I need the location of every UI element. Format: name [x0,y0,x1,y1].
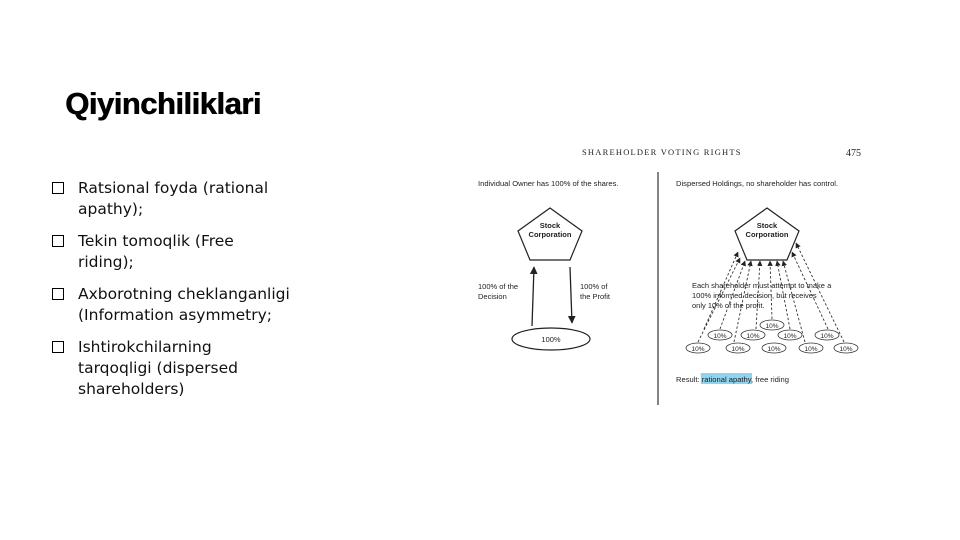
shareholder-group [686,320,858,353]
shareholder-percent: 10% [783,333,797,340]
shareholder-percent: 10% [767,346,781,353]
shareholder-percent: 10% [765,323,779,330]
shareholder-percent: 10% [713,333,727,340]
left-panel-caption: Individual Owner has 100% of the shares. [478,179,619,188]
checkbox-bullet-icon [52,235,64,247]
bullet-item [50,337,290,400]
shareholder-percent: 10% [839,346,853,353]
right-corp-line2: Corporation [745,230,789,239]
shareholder-percent: 10% [731,346,745,353]
right-corp-line1: Stock [756,221,778,230]
bullet-item [50,231,290,273]
checkbox-bullet-icon [52,182,64,194]
right-panel-caption: Dispersed Holdings, no shareholder has control. [676,179,839,188]
result-line [676,375,789,384]
result-suffix: , free riding [751,375,790,384]
profit-arrow [570,267,572,323]
shareholder-voting-figure [472,140,872,410]
checkbox-bullet-icon [52,341,64,353]
figure-page-number: 475 [846,148,861,159]
decision-arrow [532,267,534,326]
decision-label-line1: 100% of the [478,282,519,291]
profit-label-line2: the Profit [580,292,611,301]
owner-share-label: 100% [541,335,561,344]
shareholder-arrow [698,258,740,342]
note-line3: only 10% of the profit. [692,301,765,310]
left-corp-line1: Stock [539,221,561,230]
bullet-item [50,284,290,326]
checkbox-bullet-icon [52,288,64,300]
shareholder-percent: 10% [804,346,818,353]
slide-title: Qiyinchiliklari [65,86,261,121]
note-line2: 100% informed decision, but receives [692,291,817,300]
bullet-text: Ratsional foyda (rational apathy); [78,179,269,218]
result-prefix: Result: [676,375,702,384]
bullet-text: Tekin tomoqlik (Free riding); [78,232,234,271]
bullet-text: Ishtirokchilarning tarqoqligi (dispersed shareholders) [78,338,238,398]
profit-label-line1: 100% of [580,282,608,291]
bullet-text: Axborotning cheklanganligi (Information asymmetry; [78,285,290,324]
figure-header: SHAREHOLDER VOTING RIGHTS [582,147,742,157]
decision-label-line2: Decision [478,292,507,301]
result-highlight: rational apathy [701,375,752,384]
shareholder-percent: 10% [746,333,760,340]
bullet-list [50,178,290,411]
shareholder-percent: 10% [691,346,705,353]
shareholder-percent: 10% [820,333,834,340]
shareholder-arrow [770,261,772,319]
note-line1: Each shareholder must attempt to make a [692,281,832,290]
bullet-item [50,178,290,220]
left-corp-line2: Corporation [528,230,572,239]
